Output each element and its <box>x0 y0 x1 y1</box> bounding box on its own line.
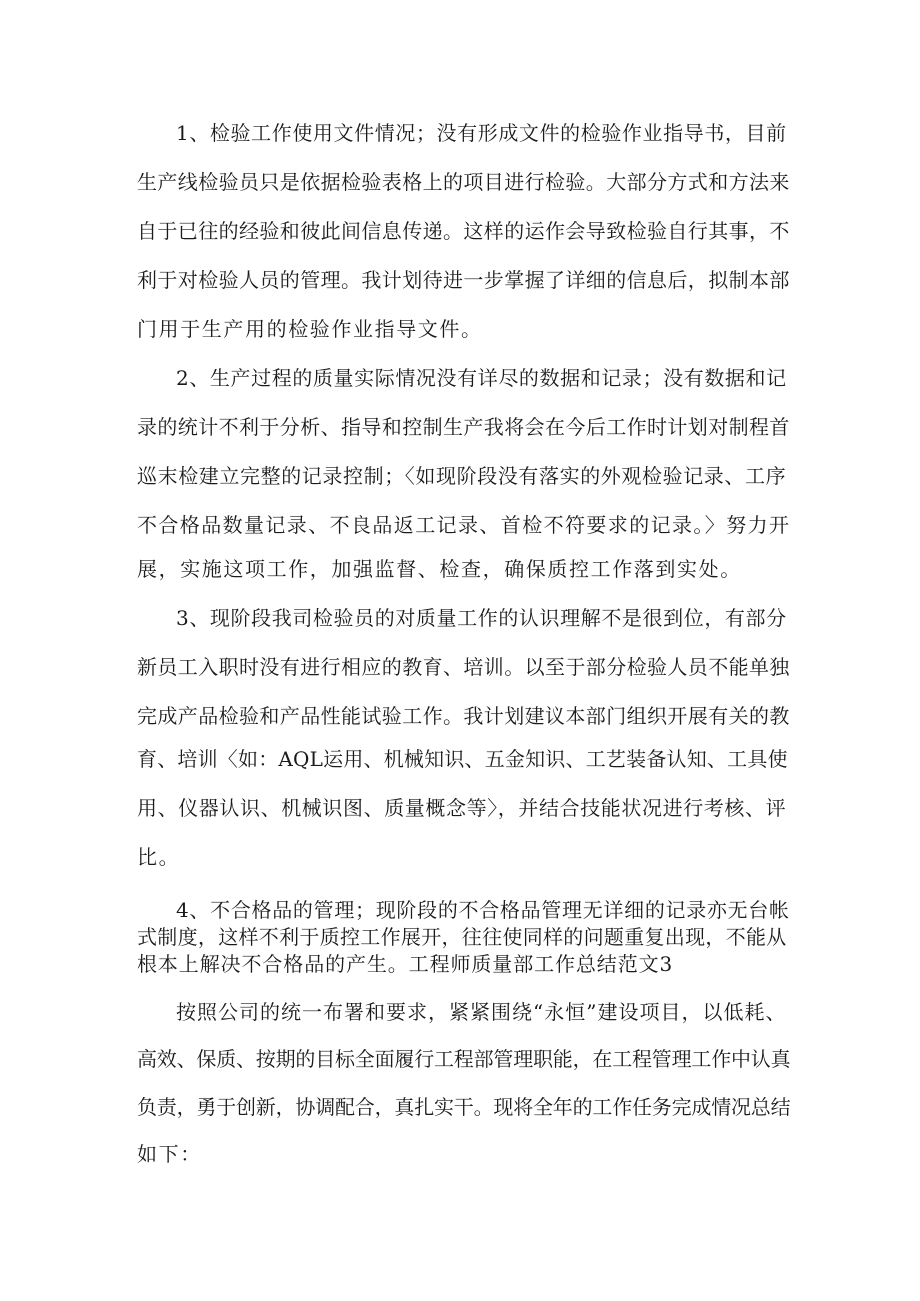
paragraph-4-line-2: 式制度，这样不利于质控工作展开，往往使同样的问题重复出现，不能从 <box>137 925 787 949</box>
paragraph-3-line-2: 新员工入职时没有进行相应的教育、培训。以至于部分检验人员不能单独 <box>137 655 790 679</box>
paragraph-3-line-1: 3、现阶段我司检验员的对质量工作的认识理解不是很到位，有部分 <box>176 606 787 630</box>
paragraph-3-line-4: 育、培训〈如：AQL运用、机械知识、五金知识、工艺装备认知、工具使 <box>137 747 788 771</box>
paragraph-1-line-3: 自于已往的经验和彼此间信息传递。这样的运作会导致检验自行其事，不 <box>137 219 790 243</box>
paragraph-1-line-2: 生产线检验员只是依据检验表格上的项目进行检验。大部分方式和方法来 <box>137 170 790 194</box>
paragraph-4-line-1: 4、不合格品的管理；现阶段的不合格品管理无详细的记录亦无台帐 <box>176 898 790 922</box>
paragraph-1-line-1: 1、检验工作使用文件情况；没有形成文件的检验作业指导书，目前 <box>176 121 787 145</box>
paragraph-2-line-4: 不合格品数量记录、不良品返工记录、首检不符要求的记录。〉努力开 <box>137 513 791 537</box>
paragraph-5-line-3: 负责，勇于创新，协调配合，真扎实干。现将全年的工作任务完成情况总结 <box>137 1095 791 1119</box>
paragraph-5-line-2: 高效、保质、按期的目标全面履行工程部管理职能，在工程管理工作中认真 <box>137 1047 791 1071</box>
paragraph-3-line-5: 用、仪器认识、机械识图、质量概念等〉，并结合技能状况进行考核、评 <box>137 796 787 820</box>
paragraph-1-line-4: 利于对检验人员的管理。我计划待进一步掌握了详细的信息后，拟制本部 <box>137 268 790 292</box>
paragraph-2-line-3: 巡末检建立完整的记录控制；〈如现阶段没有落实的外观检验记录、工序 <box>137 464 787 488</box>
paragraph-5-line-4: 如下： <box>137 1142 202 1166</box>
paragraph-3-line-6: 比。 <box>137 845 181 869</box>
paragraph-3-line-3: 完成产品检验和产品性能试验工作。我计划建议本部门组织开展有关的教 <box>137 704 790 728</box>
paragraph-2-line-5: 展，实施这项工作，加强监督、检查，确保质控工作落到实处。 <box>137 557 742 581</box>
paragraph-1-line-5: 门用于生产用的检验作业指导文件。 <box>137 317 483 341</box>
paragraph-4-line-3: 根本上解决不合格品的产生。工程师质量部工作总结范文3 <box>137 952 674 976</box>
paragraph-5-line-1: 按照公司的统一布署和要求，紧紧围绕“永恒”建设项目，以低耗、 <box>176 1000 787 1024</box>
paragraph-2-line-1: 2、生产过程的质量实际情况没有详尽的数据和记录；没有数据和记 <box>176 366 787 390</box>
paragraph-2-line-2: 录的统计不利于分析、指导和控制生产我将会在今后工作时计划对制程首 <box>137 415 790 439</box>
